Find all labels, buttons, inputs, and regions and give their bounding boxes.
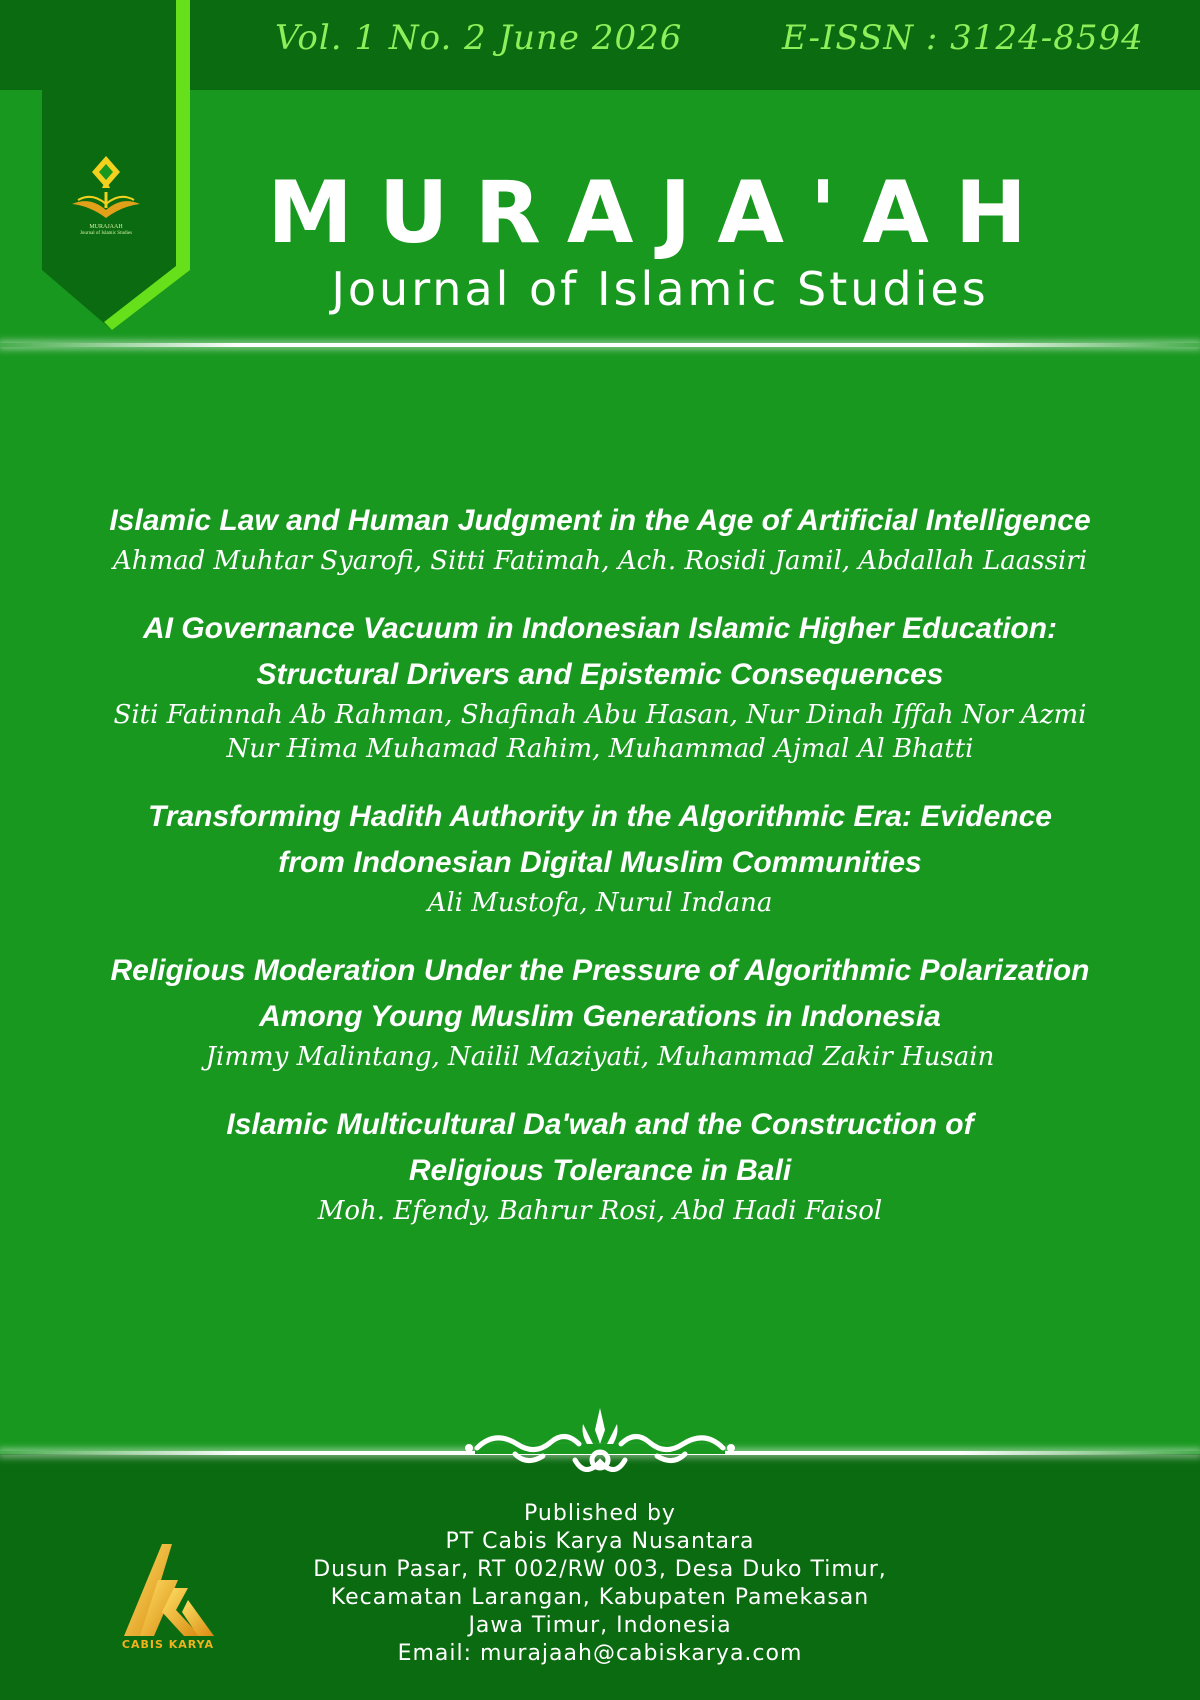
journal-subtitle: Journal of Islamic Studies	[331, 262, 989, 316]
article-authors: Ali Mustofa, Nurul Indana	[427, 888, 773, 918]
journal-logo-icon	[66, 152, 146, 224]
publisher-logo-label: CABIS KARYA	[121, 1638, 215, 1651]
article-item	[60, 794, 1140, 920]
article-list	[60, 498, 1140, 1256]
publisher-address: Dusun Pasar, RT 002/RW 003, Desa Duko Timur,	[313, 1557, 887, 1582]
divider-top	[0, 343, 1200, 347]
article-authors: Jimmy Malintang, Nailil Maziyati, Muhammad Zakir Husain	[205, 1042, 995, 1072]
article-title: Religious Moderation Under the Pressure of Algorithmic Polarization Among Young Muslim Generations in Indonesia	[110, 954, 1090, 1033]
publisher-name: PT Cabis Karya Nusantara	[445, 1529, 755, 1554]
article-authors: Moh. Efendy, Bahrur Rosi, Abd Hadi Faisol	[317, 1196, 883, 1226]
publisher-address: Kecamatan Larangan, Kabupaten Pamekasan	[330, 1585, 870, 1610]
article-authors: Ahmad Muhtar Syarofi, Sitti Fatimah, Ach. Rosidi Jamil, Abdallah Laassiri	[112, 546, 1088, 576]
flourish-ornament-icon	[455, 1400, 745, 1490]
issue-label: Vol. 1 No. 2 June 2026	[275, 18, 683, 58]
publisher-region: Jawa Timur, Indonesia	[468, 1613, 732, 1638]
journal-title: MURAJA'AH	[267, 163, 1053, 263]
publisher-intro: Published by	[524, 1501, 676, 1526]
article-title: Islamic Law and Human Judgment in the Age of Artificial Intelligence	[109, 504, 1091, 537]
logo-subtitle: Journal of Islamic Studies	[79, 231, 133, 236]
logo-wordmark: MURAJAAH	[89, 224, 123, 230]
article-authors: Siti Fatinnah Ab Rahman, Shafinah Abu Hasan, Nur Dinah Iffah Nor Azmi Nur Hima Muhamad Rahim, Muhammad Ajmal Al Bhatti	[113, 700, 1087, 764]
article-title: AI Governance Vacuum in Indonesian Islamic Higher Education: Structural Drivers and Epistemic Consequences	[142, 612, 1058, 691]
article-item	[60, 606, 1140, 766]
publisher-logo-icon	[118, 1540, 218, 1640]
article-item	[60, 1102, 1140, 1228]
article-title: Transforming Hadith Authority in the Algorithmic Era: Evidence from Indonesian Digital Muslim Communities	[148, 800, 1052, 879]
article-item	[60, 498, 1140, 578]
publisher-block	[200, 1500, 1000, 1668]
article-item	[60, 948, 1140, 1074]
publisher-email: Email: murajaah@cabiskarya.com	[397, 1641, 803, 1666]
issn-label: E-ISSN : 3124-8594	[782, 18, 1144, 58]
article-title: Islamic Multicultural Da'wah and the Construction of Religious Tolerance in Bali	[226, 1108, 974, 1187]
